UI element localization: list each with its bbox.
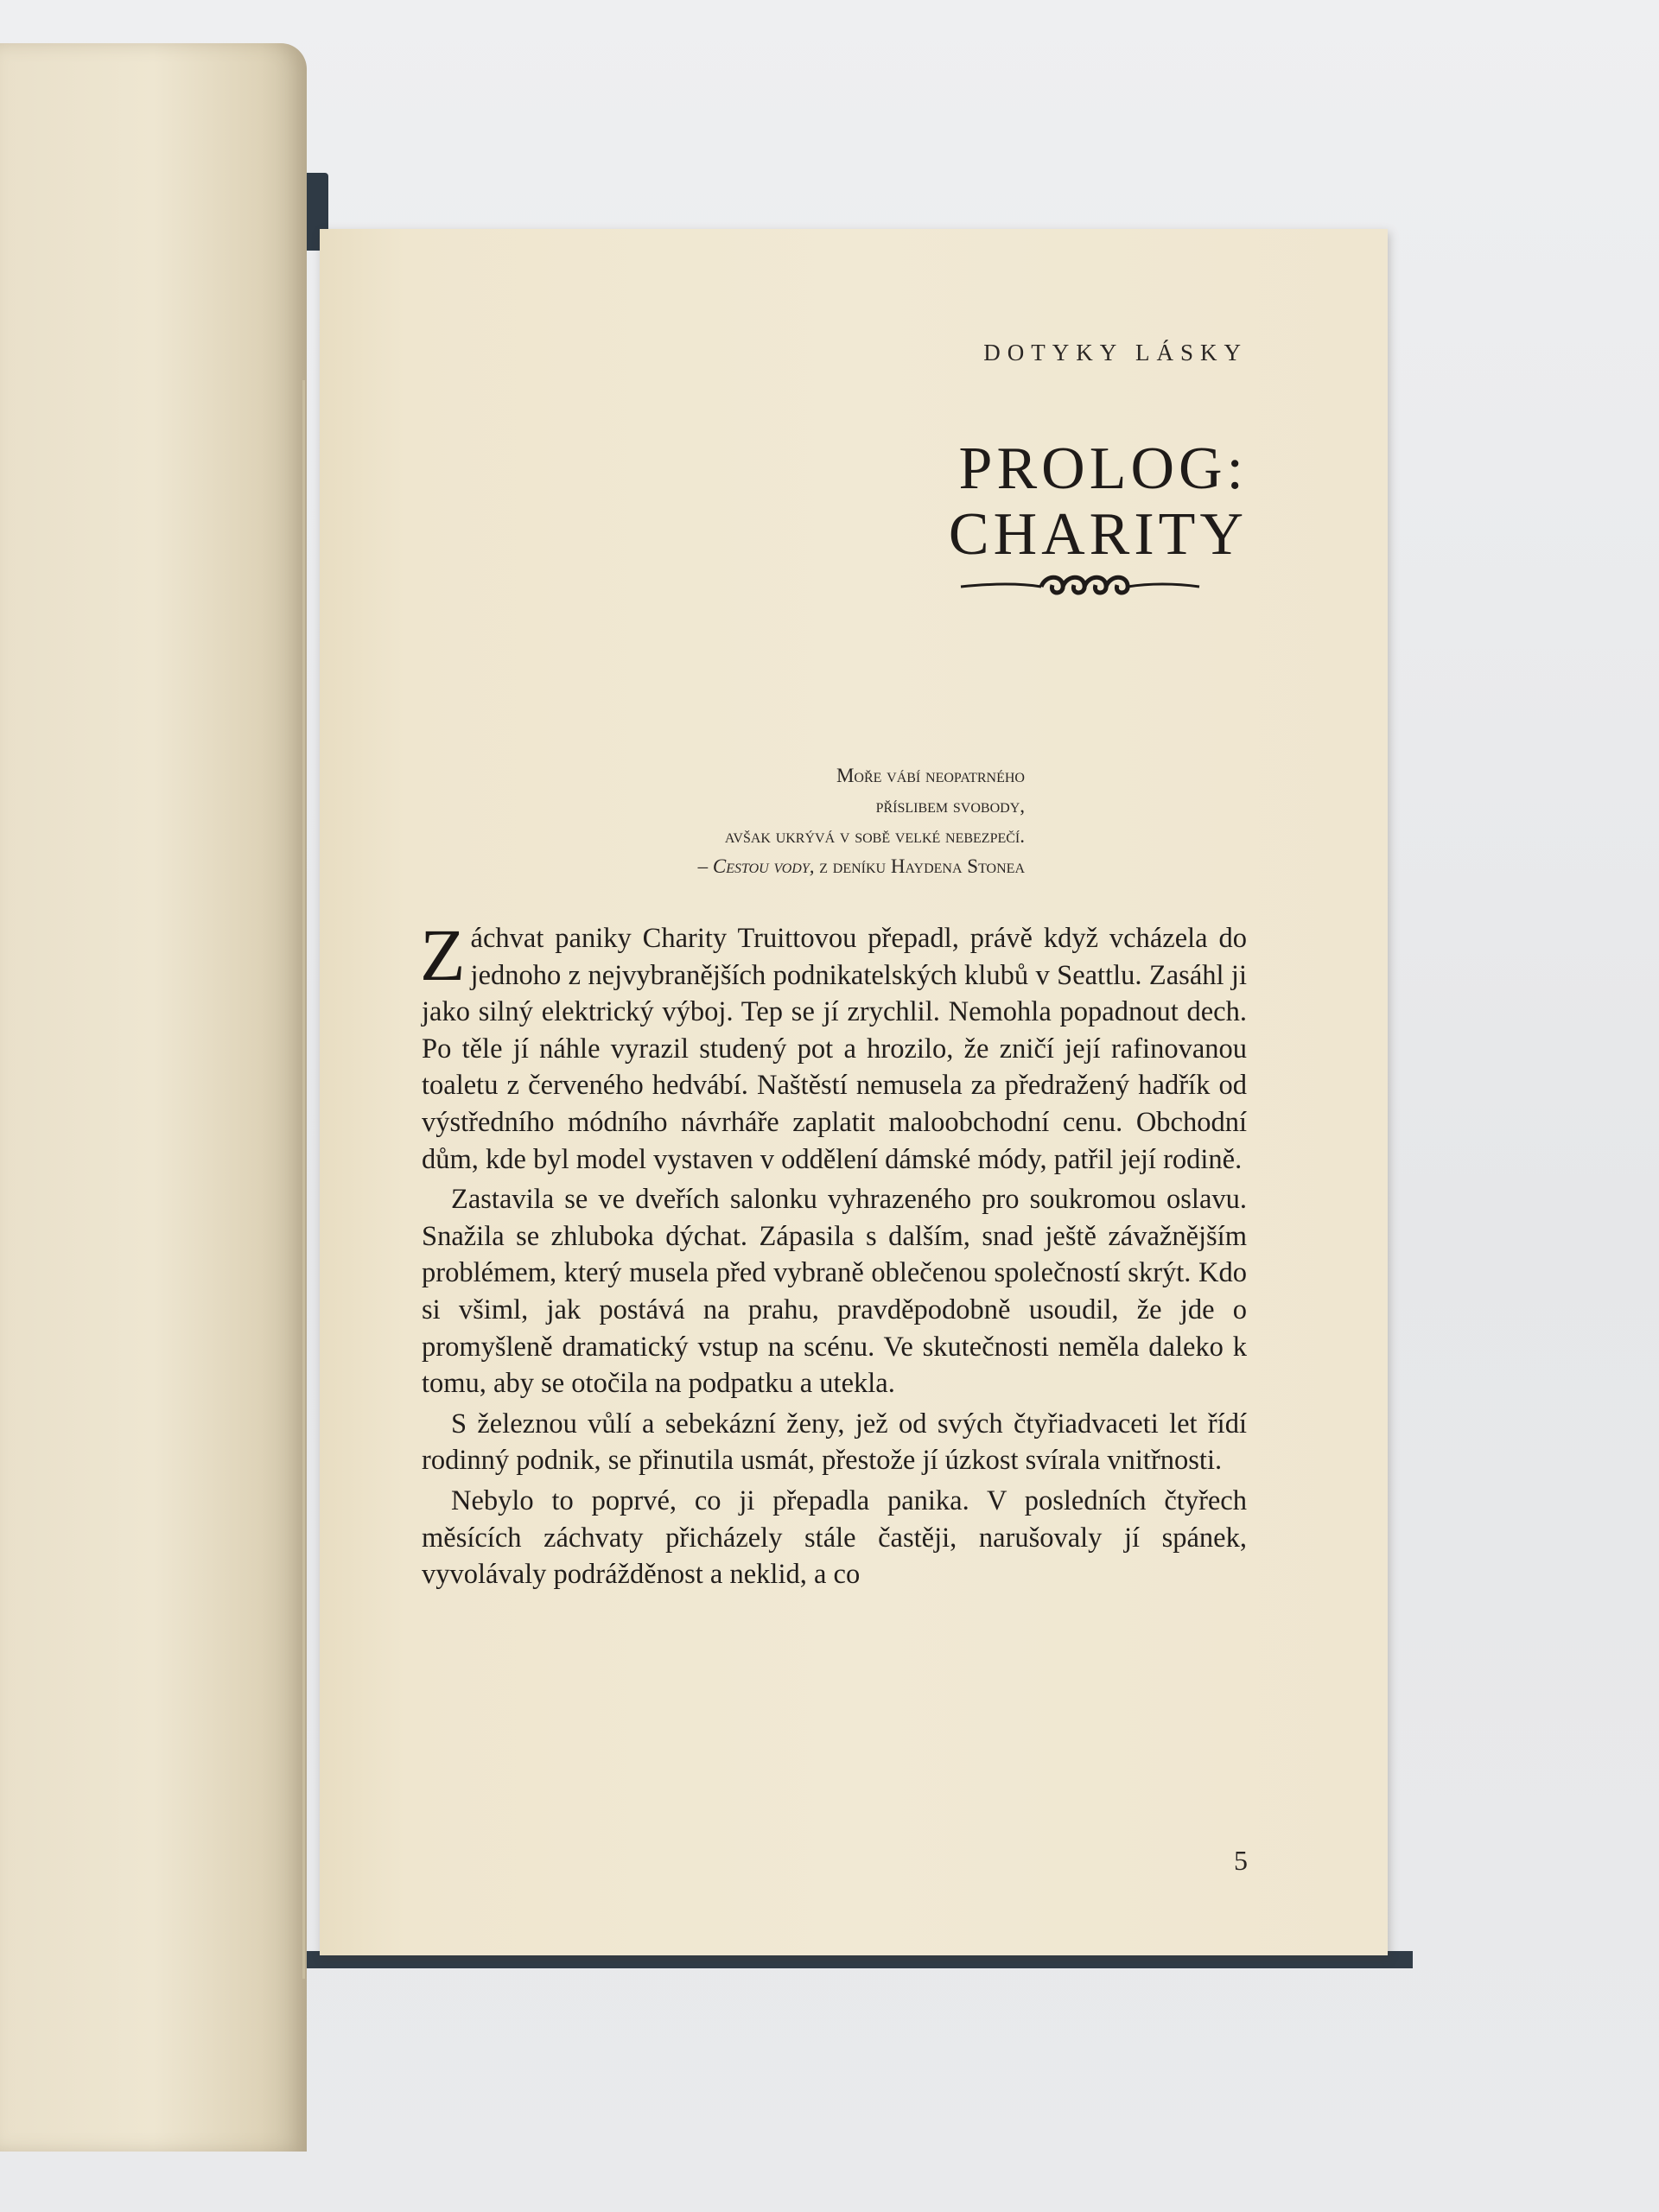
epigraph-line: avšak ukrývá v sobě velké nebezpečí. xyxy=(724,825,1025,847)
ornament-flourish-icon xyxy=(959,568,1201,602)
epigraph-line: Moře vábí neopatrného xyxy=(836,765,1025,786)
paragraph: Zastavila se ve dveřích salonku vyhrazeného pro soukromou oslavu. Snažila se zhluboka dýchat. Zápasila s dalším, snad ještě závažnějším problémem, který musela před vybraně oblečenou společností skrýt. Kdo si všiml, jak postává na prahu, pravděpodobně usoudil, že jde o promyšleně dramatický vstup na scénu. Ve skutečnosti neměla daleko k tomu, aby se otočila na podpatku a utekla. xyxy=(422,1184,1247,1400)
epigraph xyxy=(698,760,1025,881)
epigraph-source-author: z deníku Haydena Stonea xyxy=(814,855,1025,877)
chapter-body xyxy=(420,913,1247,1597)
epigraph-line: příslibem svobody, xyxy=(875,795,1025,817)
page-gutter xyxy=(302,380,305,1979)
epigraph-source-prefix: – xyxy=(697,855,713,877)
paragraph-text: áchvat paniky Charity Truittovou přepadl, právě když vcházela do jednoho z nejvybranějších podnikatelských klubů v Seattlu. Zasáhl ji jako silný elektrický výboj. Tep se jí zrychlil. Nemohla popadnout dech. Po těle jí náhle vyrazil studený pot a hrozilo, že zničí její rafinovanou toaletu z červeného hedvábí. Naštěstí nemusela za předražený hadřík od výstředního módního návrháře zaplatit maloobchodní cenu. Obchodní dům, kde byl model vystaven v oddělení dámské módy, patřil její rodině. xyxy=(422,923,1247,1175)
paragraph: S železnou vůlí a sebekázní ženy, jež od svých čtyřiadvaceti let řídí rodinný podnik, se přinutila usmát, přestože jí úzkost svírala vnitřnosti. xyxy=(422,1408,1247,1477)
chapter-title-line2: CHARITY xyxy=(948,501,1248,568)
chapter-title-line1: PROLOG: xyxy=(958,435,1248,502)
left-page xyxy=(0,43,307,2152)
epigraph-source xyxy=(698,851,1025,881)
paragraph xyxy=(420,913,1247,1178)
running-head: DOTYKY LÁSKY xyxy=(983,340,1248,365)
page-number: 5 xyxy=(1234,1845,1248,1876)
drop-cap: Z xyxy=(420,913,466,996)
paragraph: Nebylo to poprvé, co ji přepadla panika. V posledních čtyřech měsících záchvaty přicházely stále častěji, narušovaly jí spánek, vyvolávaly podrážděnost a neklid, a co xyxy=(422,1484,1247,1591)
chapter-title xyxy=(949,436,1248,568)
right-page xyxy=(320,229,1388,1955)
epigraph-source-title: Cestou vody, xyxy=(712,855,815,877)
